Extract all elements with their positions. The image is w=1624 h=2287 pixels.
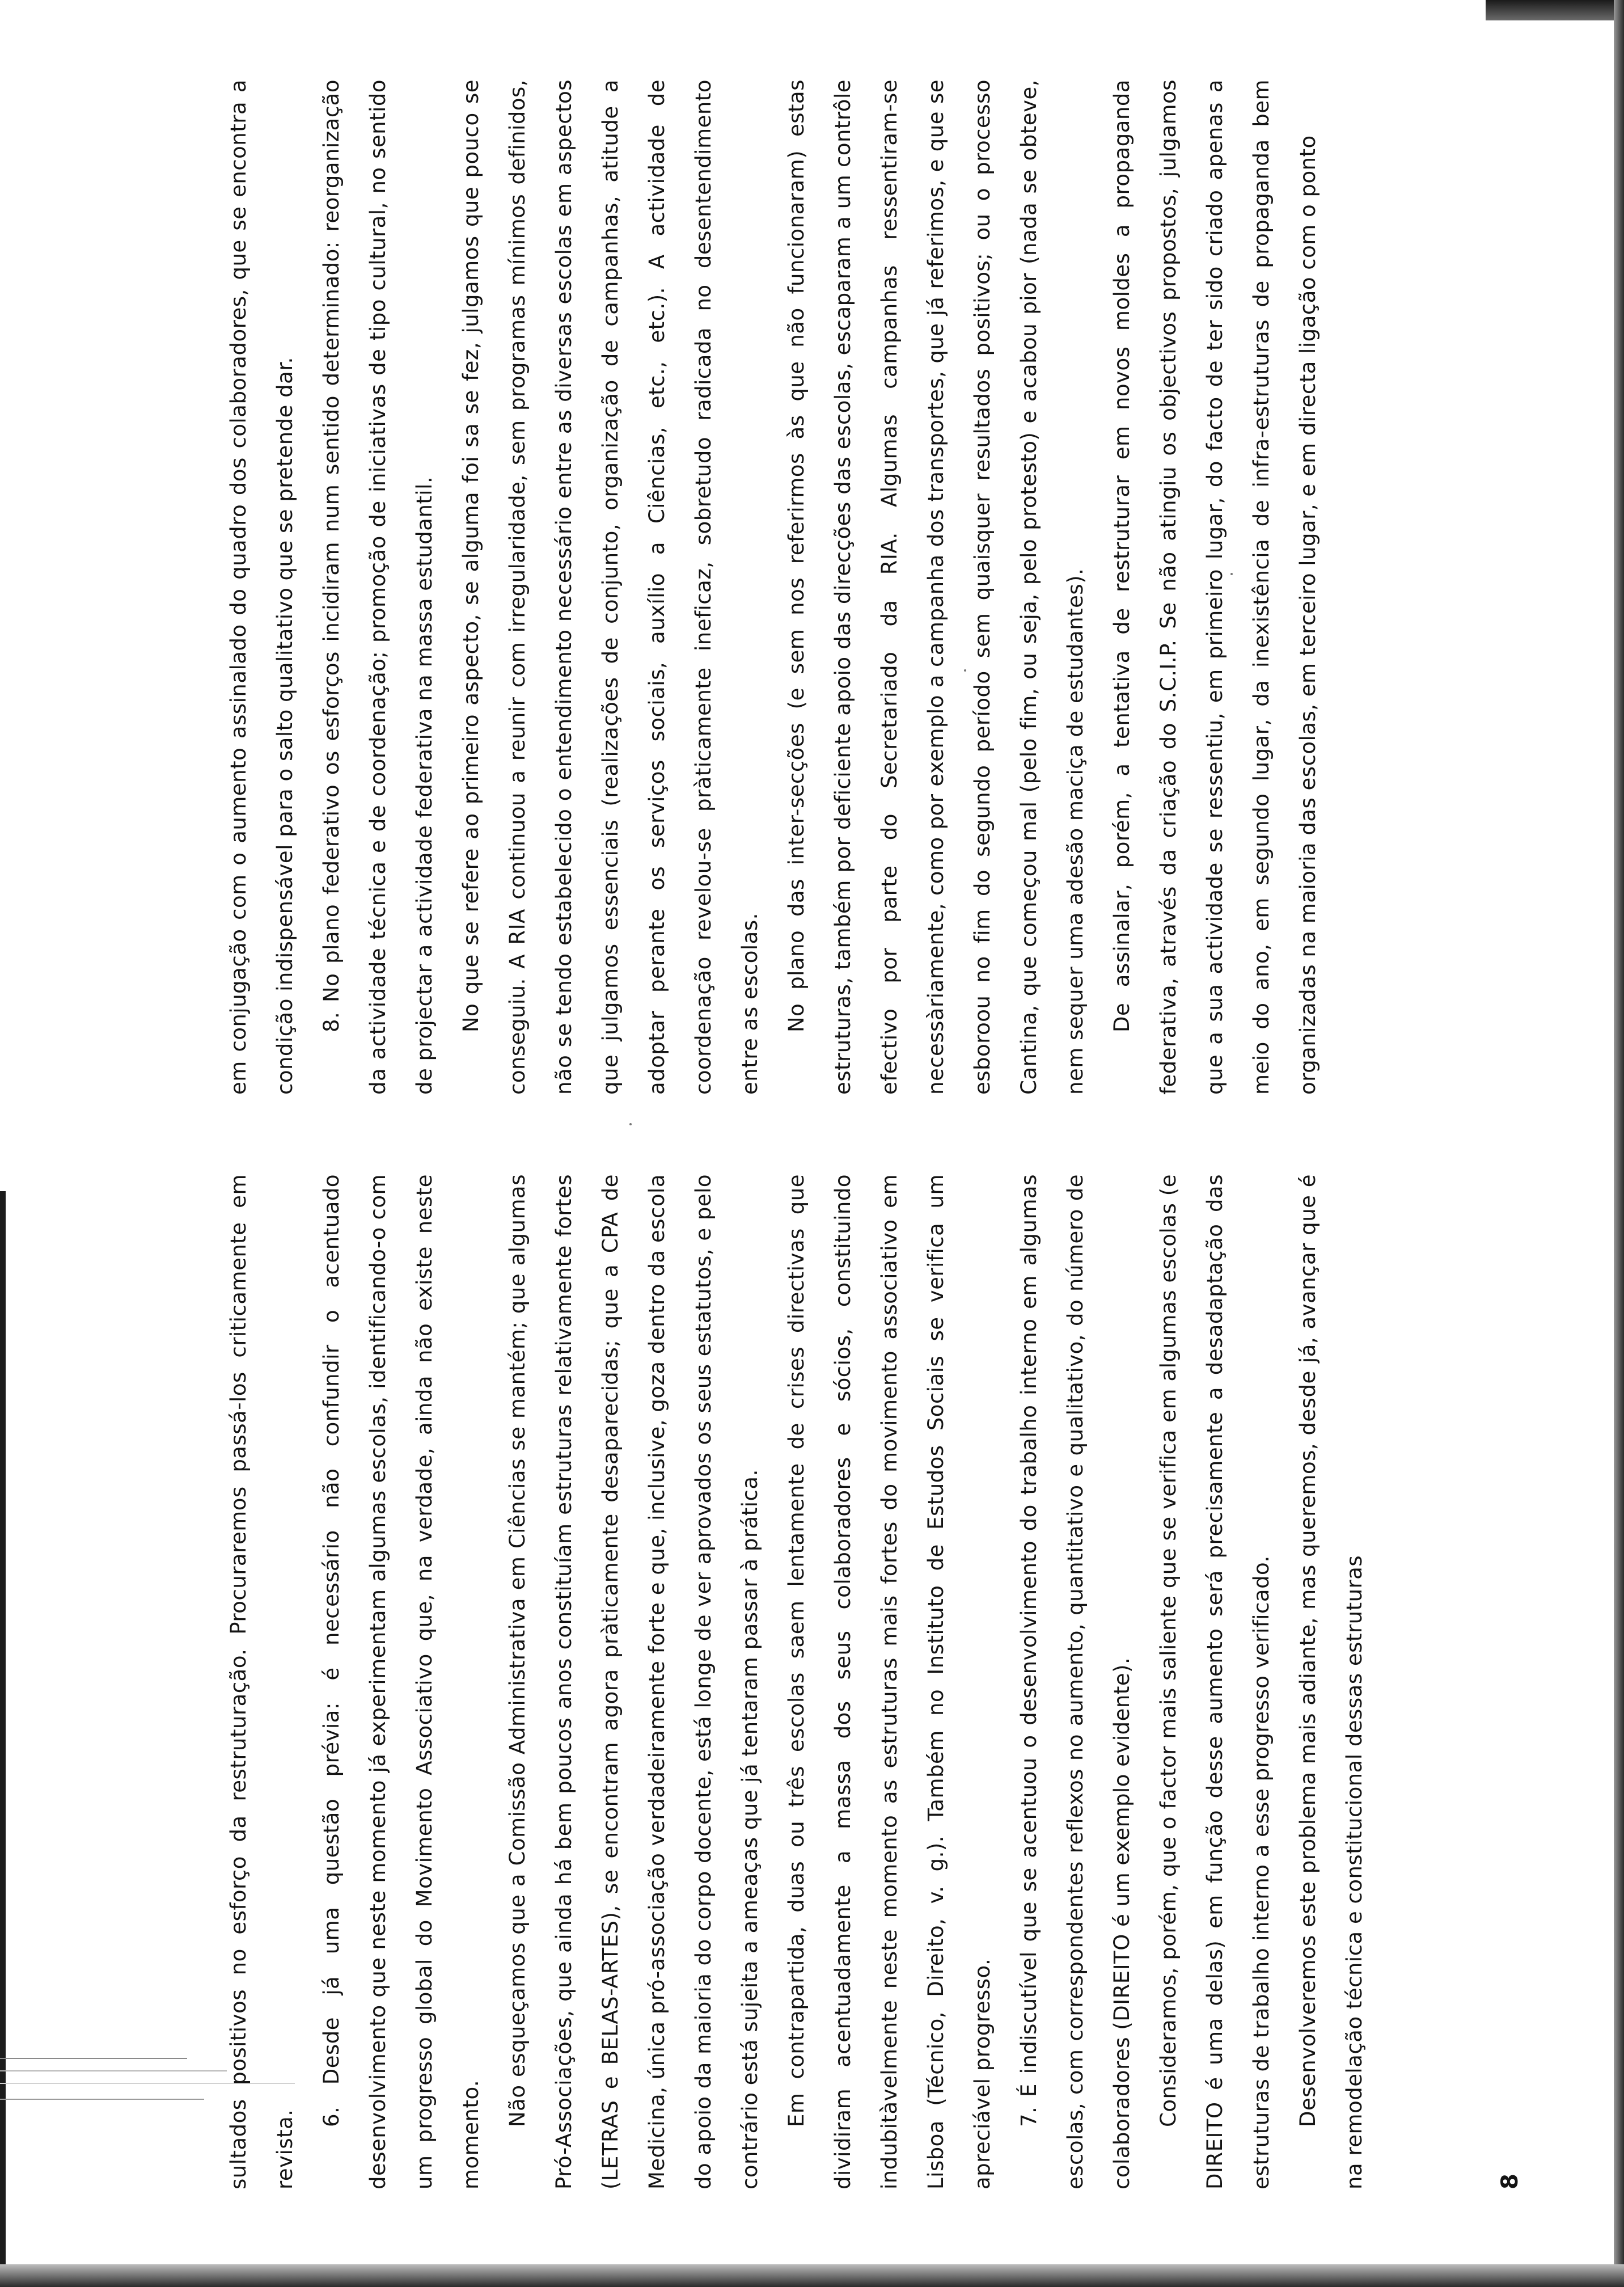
paragraph: Desenvolveremos este problema mais adiante, mas queremos, desde já, avançar que é na remodelação técnica e constitucional dessas estruturas [1296, 1174, 1367, 2189]
paragraph: No plano das inter-secções (e sem nos referirmos às que não funcionaram) estas estruturas, também por deficiente apoio das direcções das escolas, escaparam a um contrôle efectivo por parte do Secretariado da RIA. Algumas campanhas ressentiram-se necessàriamente, como por exemplo a campanha dos transportes, que já referimos, e que se esboroou no fim do segundo período sem quaisquer resultados positivos; ou o processo Cantina, que começou mal (pelo fim, ou seja, pelo protesto) e acabou pior (nada se obteve, nem sequer uma adesão maciça de estudantes). [784, 79, 1088, 1095]
paragraph: De assinalar, porém, a tentativa de restruturar em novos moldes a propaganda federativa, através da criação do S.C.I.P. Se não atingiu os objectivos propostos, julgamos que a sua actividade se ressentiu, em primeiro lugar, do facto de ter sido criado apenas a meio do ano, em segundo lugar, da inexistência de infra-estruturas de propaganda bem organizadas na maioria das escolas, em terceiro lugar, e em directa ligação com o ponto [1110, 79, 1320, 1095]
paragraph: 6. Desde já uma questão prévia: é necessário não confundir o acentuado desenvolvimento que neste momento já experimentam algumas escolas, identificando-o com um progresso global do Movimento Associativo que, na verdade, ainda não existe neste momento. [319, 1174, 483, 2189]
right-column [215, 79, 1331, 1095]
scan-edge-right [1614, 0, 1624, 2287]
paragraph: 7. É indiscutível que se acentuou o desenvolvimento do trabalho interno em algumas escolas, com correspondentes reflexos no aumento, quantitativo e qualitativo, do número de colaboradores (DIREITO é um exemplo evidente). [1017, 1174, 1134, 2189]
page-body [215, 79, 1588, 2189]
paragraph: Em contrapartida, duas ou três escolas saem lentamente de crises directivas que dividiram acentuadamente a massa dos seus colaboradores e sócios, constituindo indubitàvelmente neste momento as estruturas mais fortes do movimento associativo em Lisboa (Técnico, Direito, v. g.). Também no Instituto de Estudos Sociais se verifica um apreciável progresso. [784, 1174, 995, 2189]
paragraph: No que se refere ao primeiro aspecto, se alguma foi sa se fez, julgamos que pouco se conseguiu. A RIA continuou a reunir com irregularidade, sem programas mínimos definidos, não se tendo estabelecido o entendimento necessário entre as diversas escolas em aspectos que julgamos essenciais (realizações de conjunto, organização de campanhas, atitude a adoptar perante os serviços sociais, auxílio a Ciências, etc., etc.). A actividade de coordenação revelou-se pràticamente ineficaz, sobretudo radicada no desentendimento entre as escolas. [459, 79, 762, 1095]
rotated-page [215, 79, 1588, 2189]
scan-artifact-line [0, 2058, 187, 2059]
page-number: 8 [1497, 2174, 1523, 2189]
scan-artifact-line [0, 2099, 204, 2100]
paragraph: Não esqueçamos que a Comissão Administrativa em Ciências se mantém; que algumas Pró-Associações, que ainda há bem poucos anos constituíam estruturas relativamente fortes (LETRAS e BELAS-ARTES), se encontram agora pràticamente desaparecidas; que a CPA de Medicina, única pró-associação verdadeiramente forte e que, inclusive, goza dentro da escola do apoio da maioria do corpo docente, está longe de ver aprovados os seus estatutos, e pelo contrário está sujeita a ameaças que já tentaram passar à prática. [505, 1174, 762, 2189]
paragraph: 8. No plano federativo os esforços incidiram num sentido determinado: reorganização da actividade técnica e de coordenação; promoção de iniciativas de tipo cultural, no sentido de projectar a actividade federativa na massa estudantil. [319, 79, 437, 1095]
scan-edge-top [1486, 0, 1624, 20]
paragraph: sultados positivos no esforço da restruturação. Procuraremos passá-los criticamente em revista. [226, 1174, 297, 2189]
scan-edge-left [0, 1191, 6, 2287]
paragraph: Consideramos, porém, que o factor mais saliente que se verifica em algumas escolas (e DIREITO é uma delas) em função desse aumento será precisamente a desadaptação das estruturas de trabalho interno a esse progresso verificado. [1156, 1174, 1274, 2189]
scan-edge-bottom [0, 2264, 1624, 2287]
left-column [215, 1174, 1378, 2189]
paragraph: em conjugação com o aumento assinalado do quadro dos colaboradores, que se encontra a condição indispensável para o salto qualitativo que se pretende dar. [226, 79, 297, 1095]
scan-artifact-line [0, 2070, 227, 2071]
